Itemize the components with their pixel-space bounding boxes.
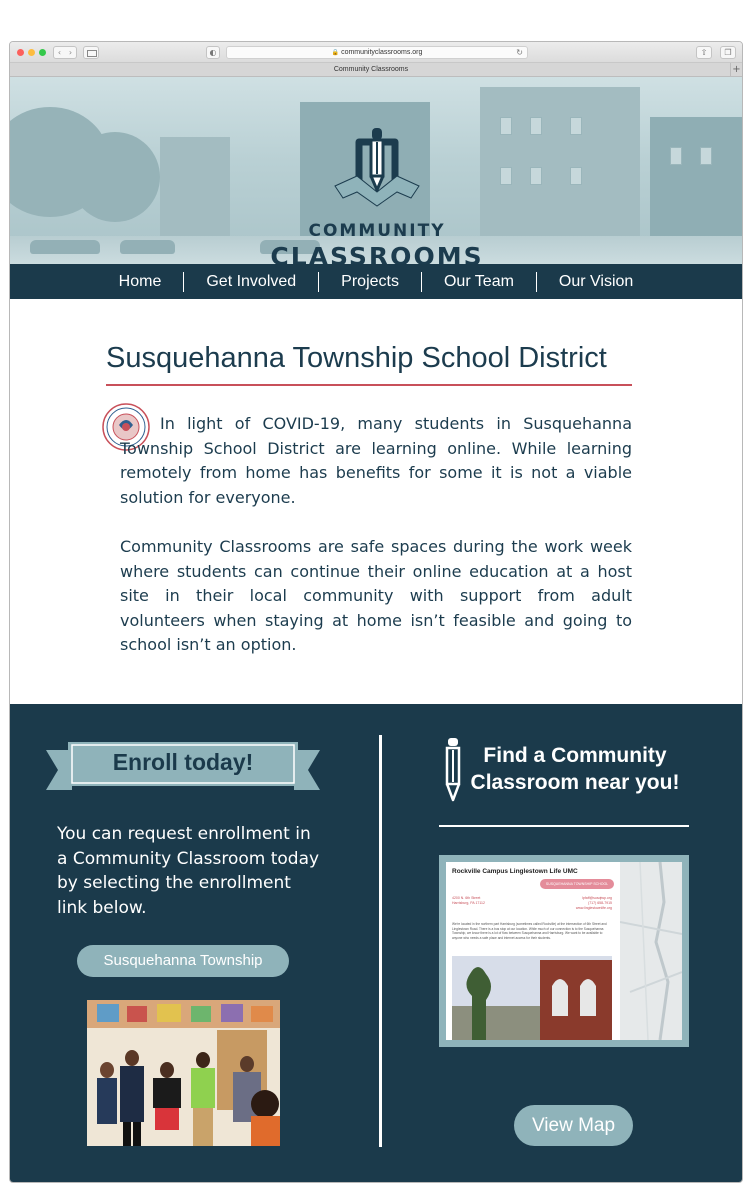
intro-paragraph: In light of COVID-19, many students in Susquehanna Township School District are learning online. While learning remotely from home has benefits for some it is not a viable solution for everyone. bbox=[120, 414, 632, 507]
hero-window bbox=[570, 117, 582, 135]
minimize-window-button[interactable] bbox=[28, 49, 35, 56]
find-heading-rule bbox=[439, 825, 689, 827]
church-photo bbox=[452, 956, 612, 1040]
show-tabs-icon[interactable]: ❐ bbox=[720, 46, 736, 59]
hero-window bbox=[700, 147, 712, 165]
vertical-divider bbox=[379, 735, 382, 1147]
address-bar[interactable] bbox=[226, 46, 528, 59]
new-tab-plus-icon[interactable]: + bbox=[730, 63, 742, 77]
enroll-banner-text: Enroll today! bbox=[112, 749, 254, 775]
community-classrooms-logo-icon bbox=[307, 120, 447, 220]
hero-window bbox=[570, 167, 582, 185]
map-roads-icon bbox=[620, 862, 682, 1040]
hero-window bbox=[530, 117, 542, 135]
map-preview[interactable] bbox=[439, 855, 689, 1047]
tab-bar bbox=[10, 63, 742, 77]
pencil-icon bbox=[443, 738, 463, 802]
nav-our-team[interactable]: Our Team bbox=[443, 273, 514, 290]
enroll-description: You can request enrollment in a Community Classroom today by selecting the enrollment link below. bbox=[57, 824, 320, 918]
cta-section bbox=[10, 704, 742, 1183]
students-photo bbox=[87, 1000, 280, 1146]
privacy-shield-icon[interactable]: ◐ bbox=[206, 46, 220, 59]
district-section bbox=[10, 299, 742, 704]
zoom-window-button[interactable] bbox=[39, 49, 46, 56]
page-title: Susquehanna Township School District bbox=[106, 342, 607, 374]
back-forward-buttons[interactable] bbox=[53, 46, 77, 59]
logo-wordmark-line1: COMMUNITY bbox=[308, 221, 446, 241]
forward-arrow-icon[interactable]: › bbox=[68, 48, 73, 57]
address-bar-url: communityclassrooms.org bbox=[341, 49, 423, 56]
logo-wordmark-line2: CLASSROOMS bbox=[270, 242, 484, 264]
hero-window bbox=[500, 167, 512, 185]
nav-projects[interactable]: Projects bbox=[341, 273, 399, 290]
back-arrow-icon[interactable]: ‹ bbox=[57, 48, 62, 57]
title-underline bbox=[106, 384, 632, 386]
close-window-button[interactable] bbox=[17, 49, 24, 56]
main-nav bbox=[10, 264, 742, 299]
browser-toolbar bbox=[10, 42, 742, 63]
sidebar-toggle-button[interactable] bbox=[83, 46, 99, 59]
find-classroom-heading: Find a Community Classroom near you! bbox=[470, 744, 680, 794]
map-contact: lpfaff@susqtwp.org (717) 658-7915 www.linglestownlife.org bbox=[575, 896, 612, 910]
map-body-text: We're located in the northern part Harrisburg (sometimes called Rockville) at the intersection of 6th Street and Linglestown Road. There is a bus stop at our location. While much of our connection is to the Susquehanna Township, we know there is a lot of flow between Susquehanna and Harrisburg. We want to be available to anyone who needs a safe place and internet access for their students. bbox=[452, 922, 607, 940]
browser-window bbox=[9, 41, 743, 1183]
map-area bbox=[620, 862, 682, 1040]
hero-window bbox=[670, 147, 682, 165]
share-icon[interactable]: ⇧ bbox=[696, 46, 712, 59]
hero-tree bbox=[70, 132, 160, 222]
reload-icon[interactable]: ↻ bbox=[516, 48, 523, 57]
map-district-badge: SUSQUEHANNA TOWNSHIP SCHOOL DISTRICT bbox=[540, 879, 614, 889]
susquehanna-township-button[interactable]: Susquehanna Township bbox=[77, 945, 289, 977]
map-card-title: Rockville Campus Linglestown Life UMC bbox=[452, 868, 578, 875]
hero-window bbox=[500, 117, 512, 135]
map-preview-card bbox=[446, 862, 682, 1040]
active-tab[interactable]: Community Classrooms bbox=[333, 66, 409, 73]
hero-banner bbox=[10, 77, 742, 264]
map-address: 4200 N. 6th Street Harrisburg, PA 17112 bbox=[452, 896, 485, 905]
view-map-button[interactable]: View Map bbox=[514, 1105, 633, 1146]
nav-home[interactable]: Home bbox=[118, 273, 162, 290]
hero-window bbox=[530, 167, 542, 185]
description-paragraph: Community Classrooms are safe spaces during the work week where students can continue their online education at a host site in their local community with support from adult volunteers when staying at home isn’t feasible and going to school isn’t an option. bbox=[120, 537, 632, 654]
nav-our-vision[interactable]: Our Vision bbox=[558, 273, 634, 290]
nav-get-involved[interactable]: Get Involved bbox=[206, 273, 297, 290]
lock-icon: 🔒 bbox=[331, 49, 340, 56]
